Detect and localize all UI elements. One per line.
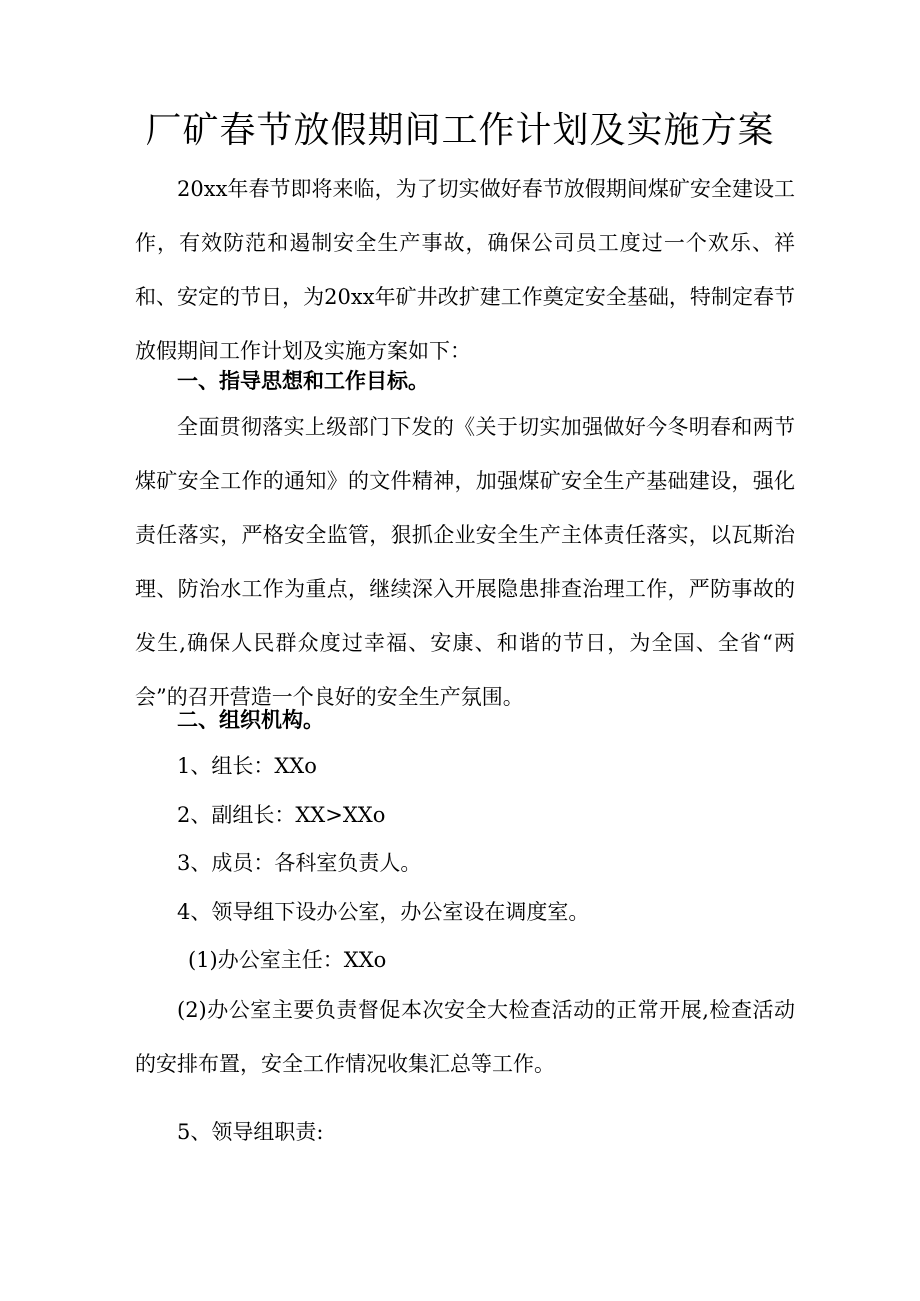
org-item-deputy-leader: 2、副组长：XX>XXo: [177, 803, 386, 827]
intro-paragraph: 20xx年春节即将来临，为了切实做好春节放假期间煤矿安全建设工作，有效防范和遏制安全生产事故，确保公司员工度过一个欢乐、祥和、安定的节日，为20xx年矿井改扩建工作奠定安全基础，特制定春节放假期间工作计划及实施方案如下：: [135, 177, 795, 363]
section-heading-organization: 二、组织机构。: [177, 708, 324, 732]
org-item-leadership-duties: 5、领导组职责:: [177, 1120, 324, 1144]
guiding-principles-paragraph: 全面贯彻落实上级部门下发的《关于切实加强做好今冬明春和两节煤矿安全工作的通知》的文件精神，加强煤矿安全生产基础建设，强化责任落实，严格安全监管，狠抓企业安全生产主体责任落实，以瓦斯治理、防治水工作为重点，继续深入开展隐患排查治理工作，严防事故的发生,确保人民群众度过幸福、安康、和谐的节日，为全国、全省“两会”的召开营造一个良好的安全生产氛围。: [135, 415, 795, 709]
org-subitem-office-duties: (2)办公室主要负责督促本次安全大检查活动的正常开展,检查活动的安排布置，安全工作情况收集汇总等工作。: [135, 998, 795, 1076]
org-subitem-office-director: (1)办公室主任：XXo: [188, 948, 387, 972]
section-heading-guiding-principles: 一、指导思想和工作目标。: [177, 369, 429, 393]
org-item-members: 3、成员：各科室负责人。: [177, 851, 422, 875]
org-item-leader: 1、组长：XXo: [177, 754, 317, 778]
document-title: 厂矿春节放假期间工作计划及实施方案: [145, 110, 775, 151]
org-item-office: 4、领导组下设办公室，办公室设在调度室。: [177, 900, 590, 924]
